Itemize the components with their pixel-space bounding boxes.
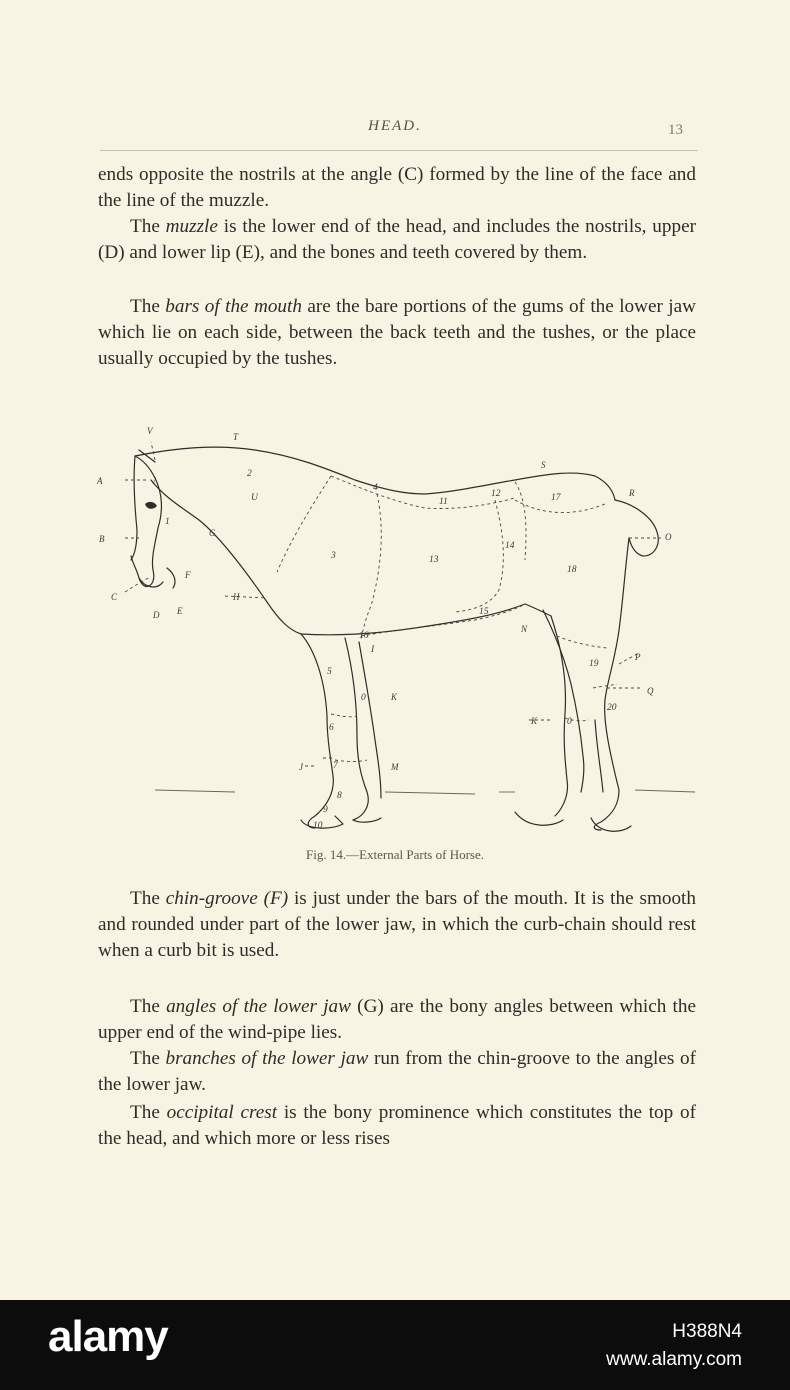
paragraph-branches: The branches of the lower jaw run from the chin-groove to the angles of the lower jaw. bbox=[98, 1048, 696, 1095]
label-num-4: 4 bbox=[373, 483, 378, 493]
image-id: H388N4 bbox=[672, 1321, 742, 1342]
paragraph-occipital: The occipital crest is the bony prominence which constitutes the top of the head, and which more or less rises bbox=[98, 1102, 696, 1149]
term-branches: branches of the lower jaw bbox=[165, 1048, 369, 1069]
label-num-20: 20 bbox=[607, 703, 617, 713]
label-num-11: 11 bbox=[439, 497, 448, 507]
label-num-17: 17 bbox=[551, 493, 561, 503]
label-C: C bbox=[111, 592, 118, 602]
term-occipital: occipital crest bbox=[166, 1102, 278, 1123]
label-num-slash: / bbox=[153, 477, 156, 487]
paragraph-chin-groove: The chin-groove (F) is just under the bars of the mouth. It is the smooth and rounded under part of the lower jaw, in which the curb-chain should rest when a curb bit is used. bbox=[98, 888, 696, 961]
running-head: HEAD. bbox=[368, 118, 422, 134]
label-T: T bbox=[233, 432, 239, 442]
label-num-19: 19 bbox=[589, 659, 599, 669]
label-num-15: 15 bbox=[479, 607, 489, 617]
label-B: B bbox=[99, 534, 105, 544]
label-num-8: 8 bbox=[337, 791, 342, 801]
label-K-hind: K bbox=[531, 716, 538, 726]
label-V: V bbox=[147, 426, 153, 436]
label-num-13: 13 bbox=[429, 555, 439, 565]
label-S: S bbox=[541, 460, 546, 470]
term-angles: angles of the lower jaw bbox=[166, 996, 351, 1017]
label-num-0-hind: 0 bbox=[567, 717, 572, 727]
label-num-12: 12 bbox=[491, 489, 501, 499]
site-url[interactable]: www.alamy.com bbox=[606, 1349, 742, 1370]
paragraph-muzzle: The muzzle is the lower end of the head, and includes the nostrils, upper (D) and lower lip (E), and the bones and teeth covered by them. bbox=[98, 216, 696, 263]
paragraph-1: ends opposite the nostrils at the angle (C) formed by the line of the face and the line of the muzzle. bbox=[98, 164, 696, 211]
label-num-2: 2 bbox=[247, 469, 252, 479]
label-J: J bbox=[299, 762, 303, 772]
label-num-10: 10 bbox=[313, 821, 323, 831]
header-rule bbox=[100, 150, 698, 151]
paragraph-angles: The angles of the lower jaw (G) are the bony angles between which the upper end of the wind-pipe lies. bbox=[98, 996, 696, 1043]
label-P: P bbox=[635, 652, 641, 662]
label-H: H bbox=[233, 592, 240, 602]
label-num-0: 0 bbox=[361, 693, 366, 703]
label-num-1: 1 bbox=[165, 517, 170, 527]
label-num-3: 3 bbox=[331, 551, 336, 561]
label-num-6: 6 bbox=[329, 723, 334, 733]
horse-eye-mark bbox=[145, 502, 157, 509]
paragraph-bars: The bars of the mouth are the bare portions of the gums of the lower jaw which lie on each side, between the back teeth and the tushes, or the place usually occupied by the tushes. bbox=[98, 296, 696, 369]
label-num-5: 5 bbox=[327, 667, 332, 677]
label-num-18: 18 bbox=[567, 565, 577, 575]
label-N: N bbox=[521, 624, 528, 634]
label-num-9: 9 bbox=[323, 805, 328, 815]
label-O: O bbox=[665, 532, 672, 542]
label-num-7: 7 bbox=[333, 761, 338, 771]
horse-figure bbox=[95, 420, 700, 840]
label-M: M bbox=[391, 762, 399, 772]
watermark-footer bbox=[0, 1300, 790, 1390]
horse-diagram bbox=[95, 420, 700, 840]
label-num-16: 16 bbox=[359, 631, 369, 641]
term-chin-groove: chin-groove (F) bbox=[165, 888, 289, 909]
label-I: I bbox=[371, 645, 375, 655]
label-G: G bbox=[209, 528, 216, 538]
term-muzzle: muzzle bbox=[165, 216, 218, 237]
alamy-logo[interactable]: alamy bbox=[48, 1312, 168, 1361]
label-K: K bbox=[391, 692, 398, 702]
term-bars: bars of the mouth bbox=[165, 296, 302, 317]
image-id-block bbox=[606, 1318, 742, 1374]
figure-caption: Fig. 14.—External Parts of Horse. bbox=[305, 847, 484, 862]
label-Q: Q bbox=[647, 686, 654, 696]
label-num-14: 14 bbox=[505, 541, 515, 551]
label-F: F bbox=[185, 570, 191, 580]
label-U: U bbox=[251, 493, 258, 503]
label-A: A bbox=[97, 476, 103, 486]
label-E: E bbox=[177, 606, 183, 616]
label-R: R bbox=[629, 488, 635, 498]
page-number: 13 bbox=[668, 122, 683, 138]
label-D: D bbox=[153, 610, 160, 620]
